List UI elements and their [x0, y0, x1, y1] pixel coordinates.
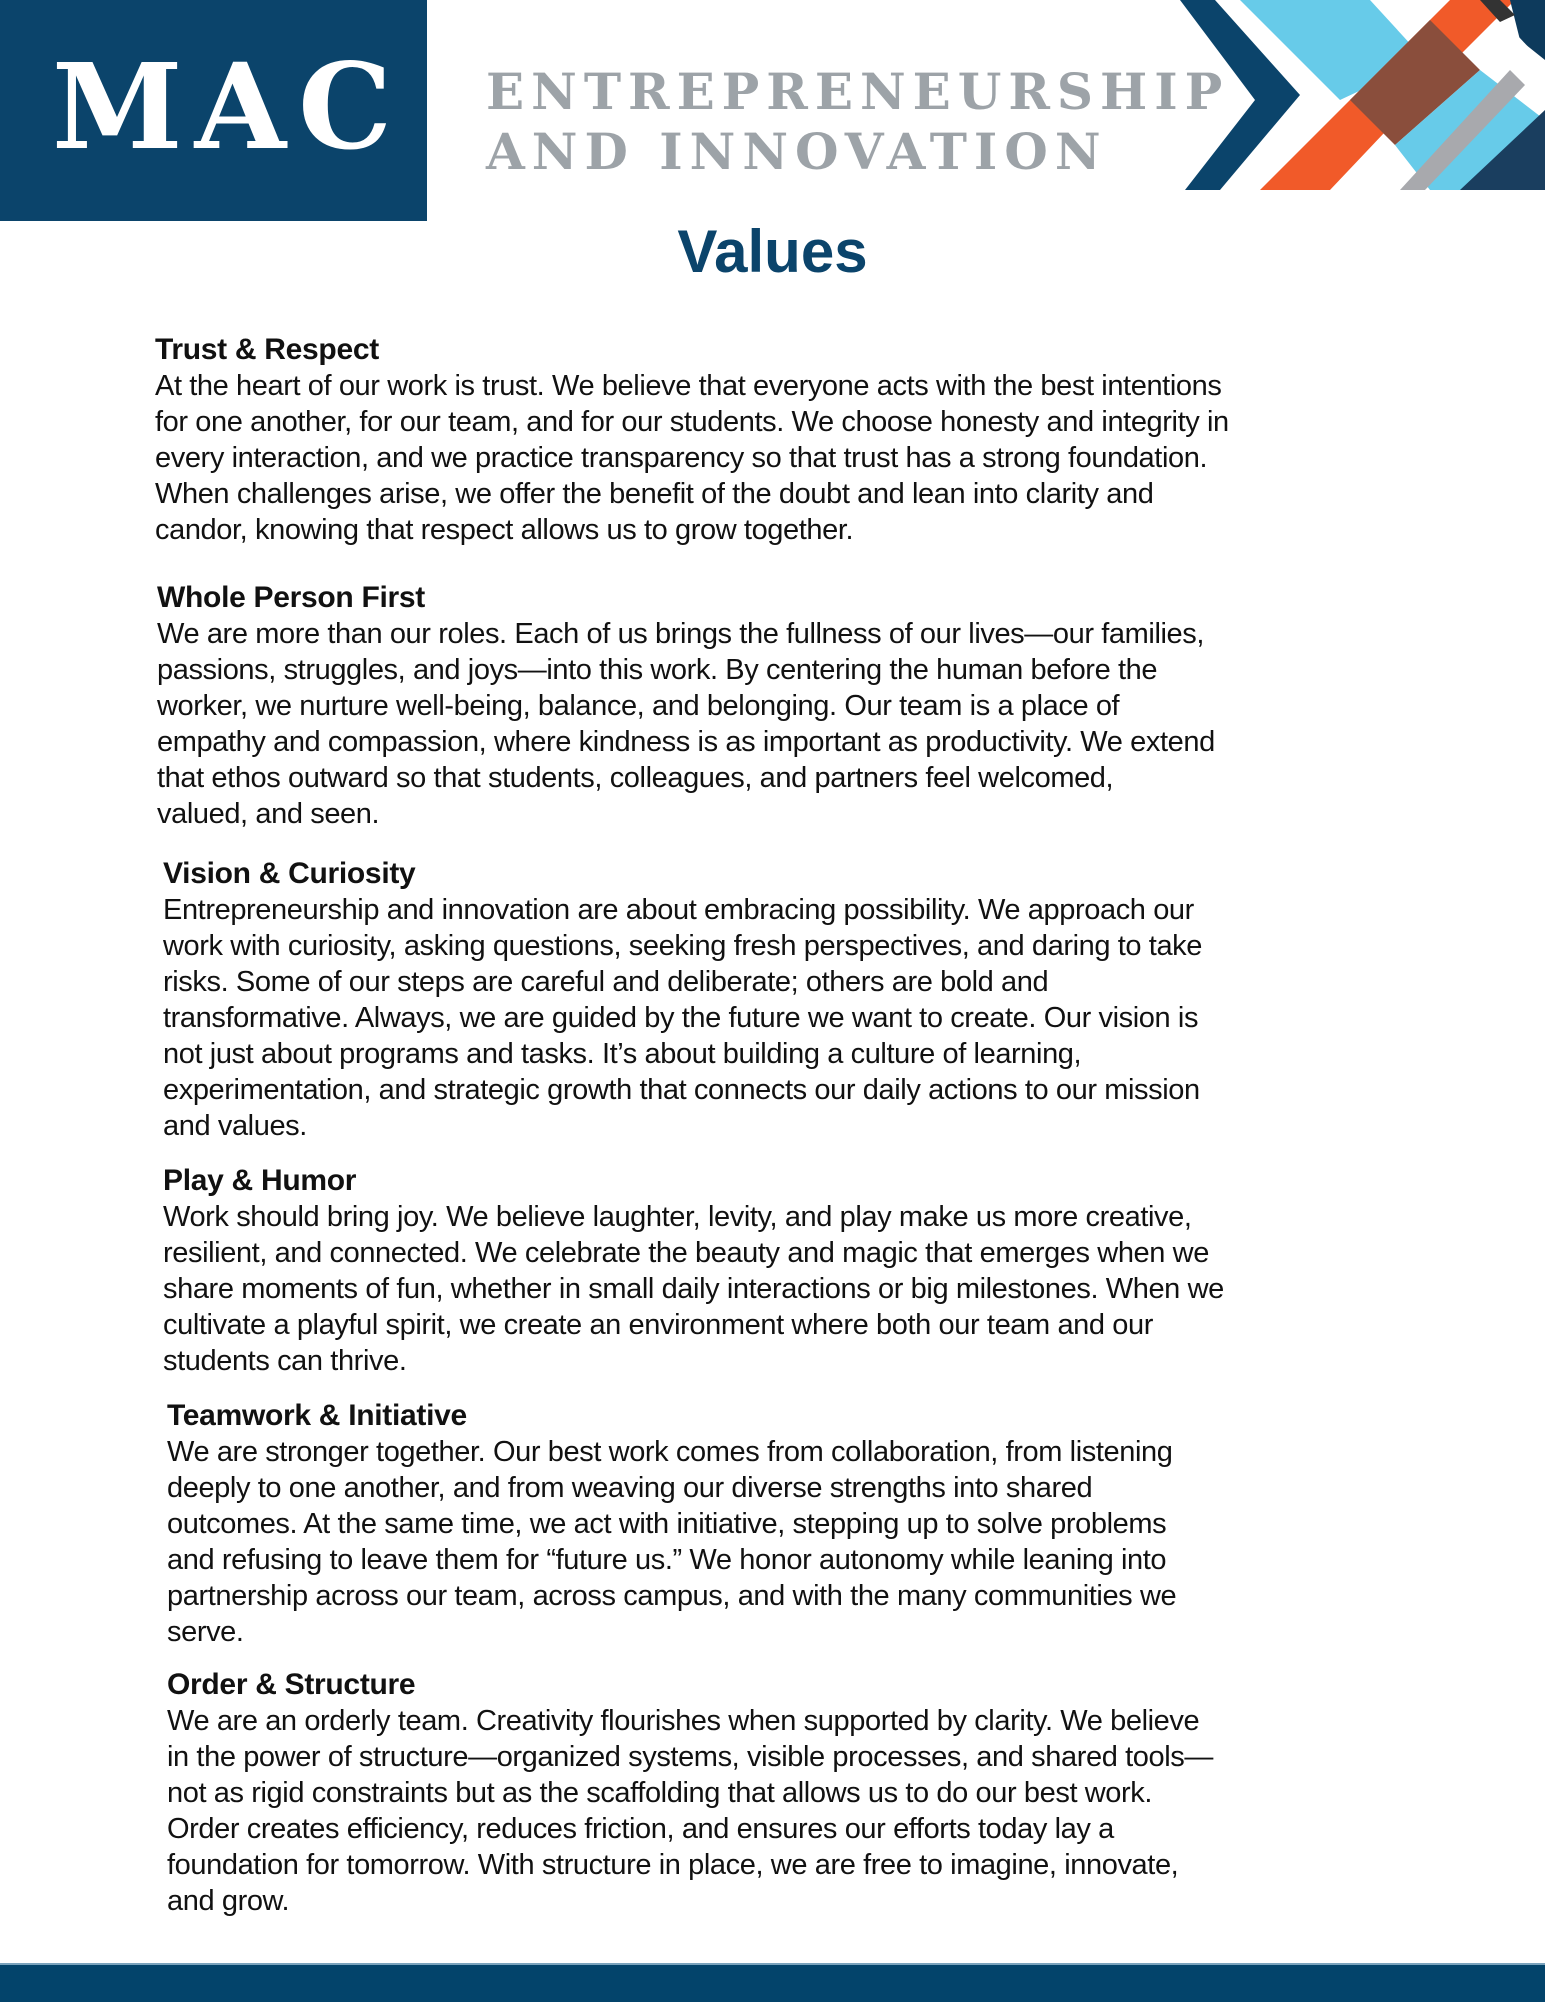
body-line: and values. [163, 1110, 307, 1142]
section-heading: Trust & Respect [155, 333, 379, 366]
value-section-teamwork-initiative [167, 1398, 1467, 1650]
body-line: Work should bring joy. We believe laughter, levity, and play make us more creative, [163, 1201, 1192, 1233]
body-line: and grow. [167, 1885, 290, 1917]
section-body [163, 892, 1463, 1144]
body-line: and refusing to leave them for “future us.” We honor autonomy while leaning into [167, 1544, 1167, 1576]
section-body [167, 1703, 1467, 1919]
value-section-vision-curiosity [163, 856, 1463, 1144]
logo-block [0, 0, 427, 221]
body-line: students can thrive. [163, 1345, 407, 1377]
body-line: At the heart of our work is trust. We believe that everyone acts with the best intentions [155, 370, 1222, 402]
body-line: serve. [167, 1616, 244, 1648]
value-section-trust-respect [155, 332, 1455, 548]
body-line: foundation for tomorrow. With structure in place, we are free to imagine, innovate, [167, 1849, 1179, 1881]
body-line: share moments of fun, whether in small daily interactions or big milestones. When we [163, 1273, 1224, 1305]
body-line: partnership across our team, across campus, and with the many communities we [167, 1580, 1177, 1612]
page-title: Values [677, 218, 868, 285]
org-name-line: ENTREPRENEURSHIP [486, 62, 1230, 121]
body-line: outcomes. At the same time, we act with initiative, stepping up to solve problems [167, 1508, 1167, 1540]
section-heading: Teamwork & Initiative [167, 1399, 467, 1432]
section-heading: Vision & Curiosity [163, 857, 416, 890]
body-line: risks. Some of our steps are careful and deliberate; others are bold and [163, 966, 1049, 998]
value-section-play-humor [163, 1163, 1463, 1379]
section-body [167, 1434, 1467, 1650]
body-line: not just about programs and tasks. It’s about building a culture of learning, [163, 1038, 1082, 1070]
section-body [163, 1199, 1463, 1379]
section-heading: Whole Person First [157, 581, 425, 614]
body-line: transformative. Always, we are guided by the future we want to create. Our vision is [163, 1002, 1199, 1034]
body-line: passions, struggles, and joys—into this work. By centering the human before the [157, 654, 1158, 686]
body-line: Order creates efficiency, reduces friction, and ensures our efforts today lay a [167, 1813, 1114, 1845]
body-line: deeply to one another, and from weaving our diverse strengths into shared [167, 1472, 1093, 1504]
body-line: that ethos outward so that students, colleagues, and partners feel welcomed, [157, 762, 1114, 794]
chevron-stripes-icon [1180, 0, 1545, 190]
value-section-order-structure [167, 1667, 1467, 1919]
org-name [486, 62, 1229, 182]
section-heading: Order & Structure [167, 1668, 416, 1701]
body-line: in the power of structure—organized systems, visible processes, and shared tools— [167, 1741, 1213, 1773]
value-section-whole-person-first [157, 580, 1457, 832]
section-body [157, 616, 1457, 832]
body-line: candor, knowing that respect allows us to grow together. [155, 514, 854, 546]
logo-text: MAC [52, 37, 405, 176]
body-line: When challenges arise, we offer the benefit of the doubt and lean into clarity and [155, 478, 1154, 510]
decorative-stripes-graphic [1180, 0, 1545, 190]
body-line: not as rigid constraints but as the scaffolding that allows us to do our best work. [167, 1777, 1153, 1809]
body-line: We are more than our roles. Each of us brings the fullness of our lives—our families, [157, 618, 1205, 650]
section-body [155, 368, 1455, 548]
org-name-line: AND INNOVATION [486, 122, 1108, 181]
body-line: valued, and seen. [157, 798, 380, 830]
body-line: empathy and compassion, where kindness is as important as productivity. We extend [157, 726, 1215, 758]
body-line: work with curiosity, asking questions, seeking fresh perspectives, and daring to take [163, 930, 1203, 962]
body-line: for one another, for our team, and for our students. We choose honesty and integrity in [155, 406, 1229, 438]
body-line: We are an orderly team. Creativity flourishes when supported by clarity. We believe [167, 1705, 1200, 1737]
body-line: every interaction, and we practice transparency so that trust has a strong foundation. [155, 442, 1208, 474]
body-line: experimentation, and strategic growth that connects our daily actions to our mission [163, 1074, 1200, 1106]
body-line: worker, we nurture well-being, balance, and belonging. Our team is a place of [157, 690, 1120, 722]
body-line: Entrepreneurship and innovation are about embracing possibility. We approach our [163, 894, 1194, 926]
section-heading: Play & Humor [163, 1164, 357, 1197]
body-line: resilient, and connected. We celebrate the beauty and magic that emerges when we [163, 1237, 1209, 1269]
footer-bar [0, 1963, 1545, 2002]
body-line: We are stronger together. Our best work comes from collaboration, from listening [167, 1436, 1173, 1468]
body-line: cultivate a playful spirit, we create an environment where both our team and our [163, 1309, 1153, 1341]
